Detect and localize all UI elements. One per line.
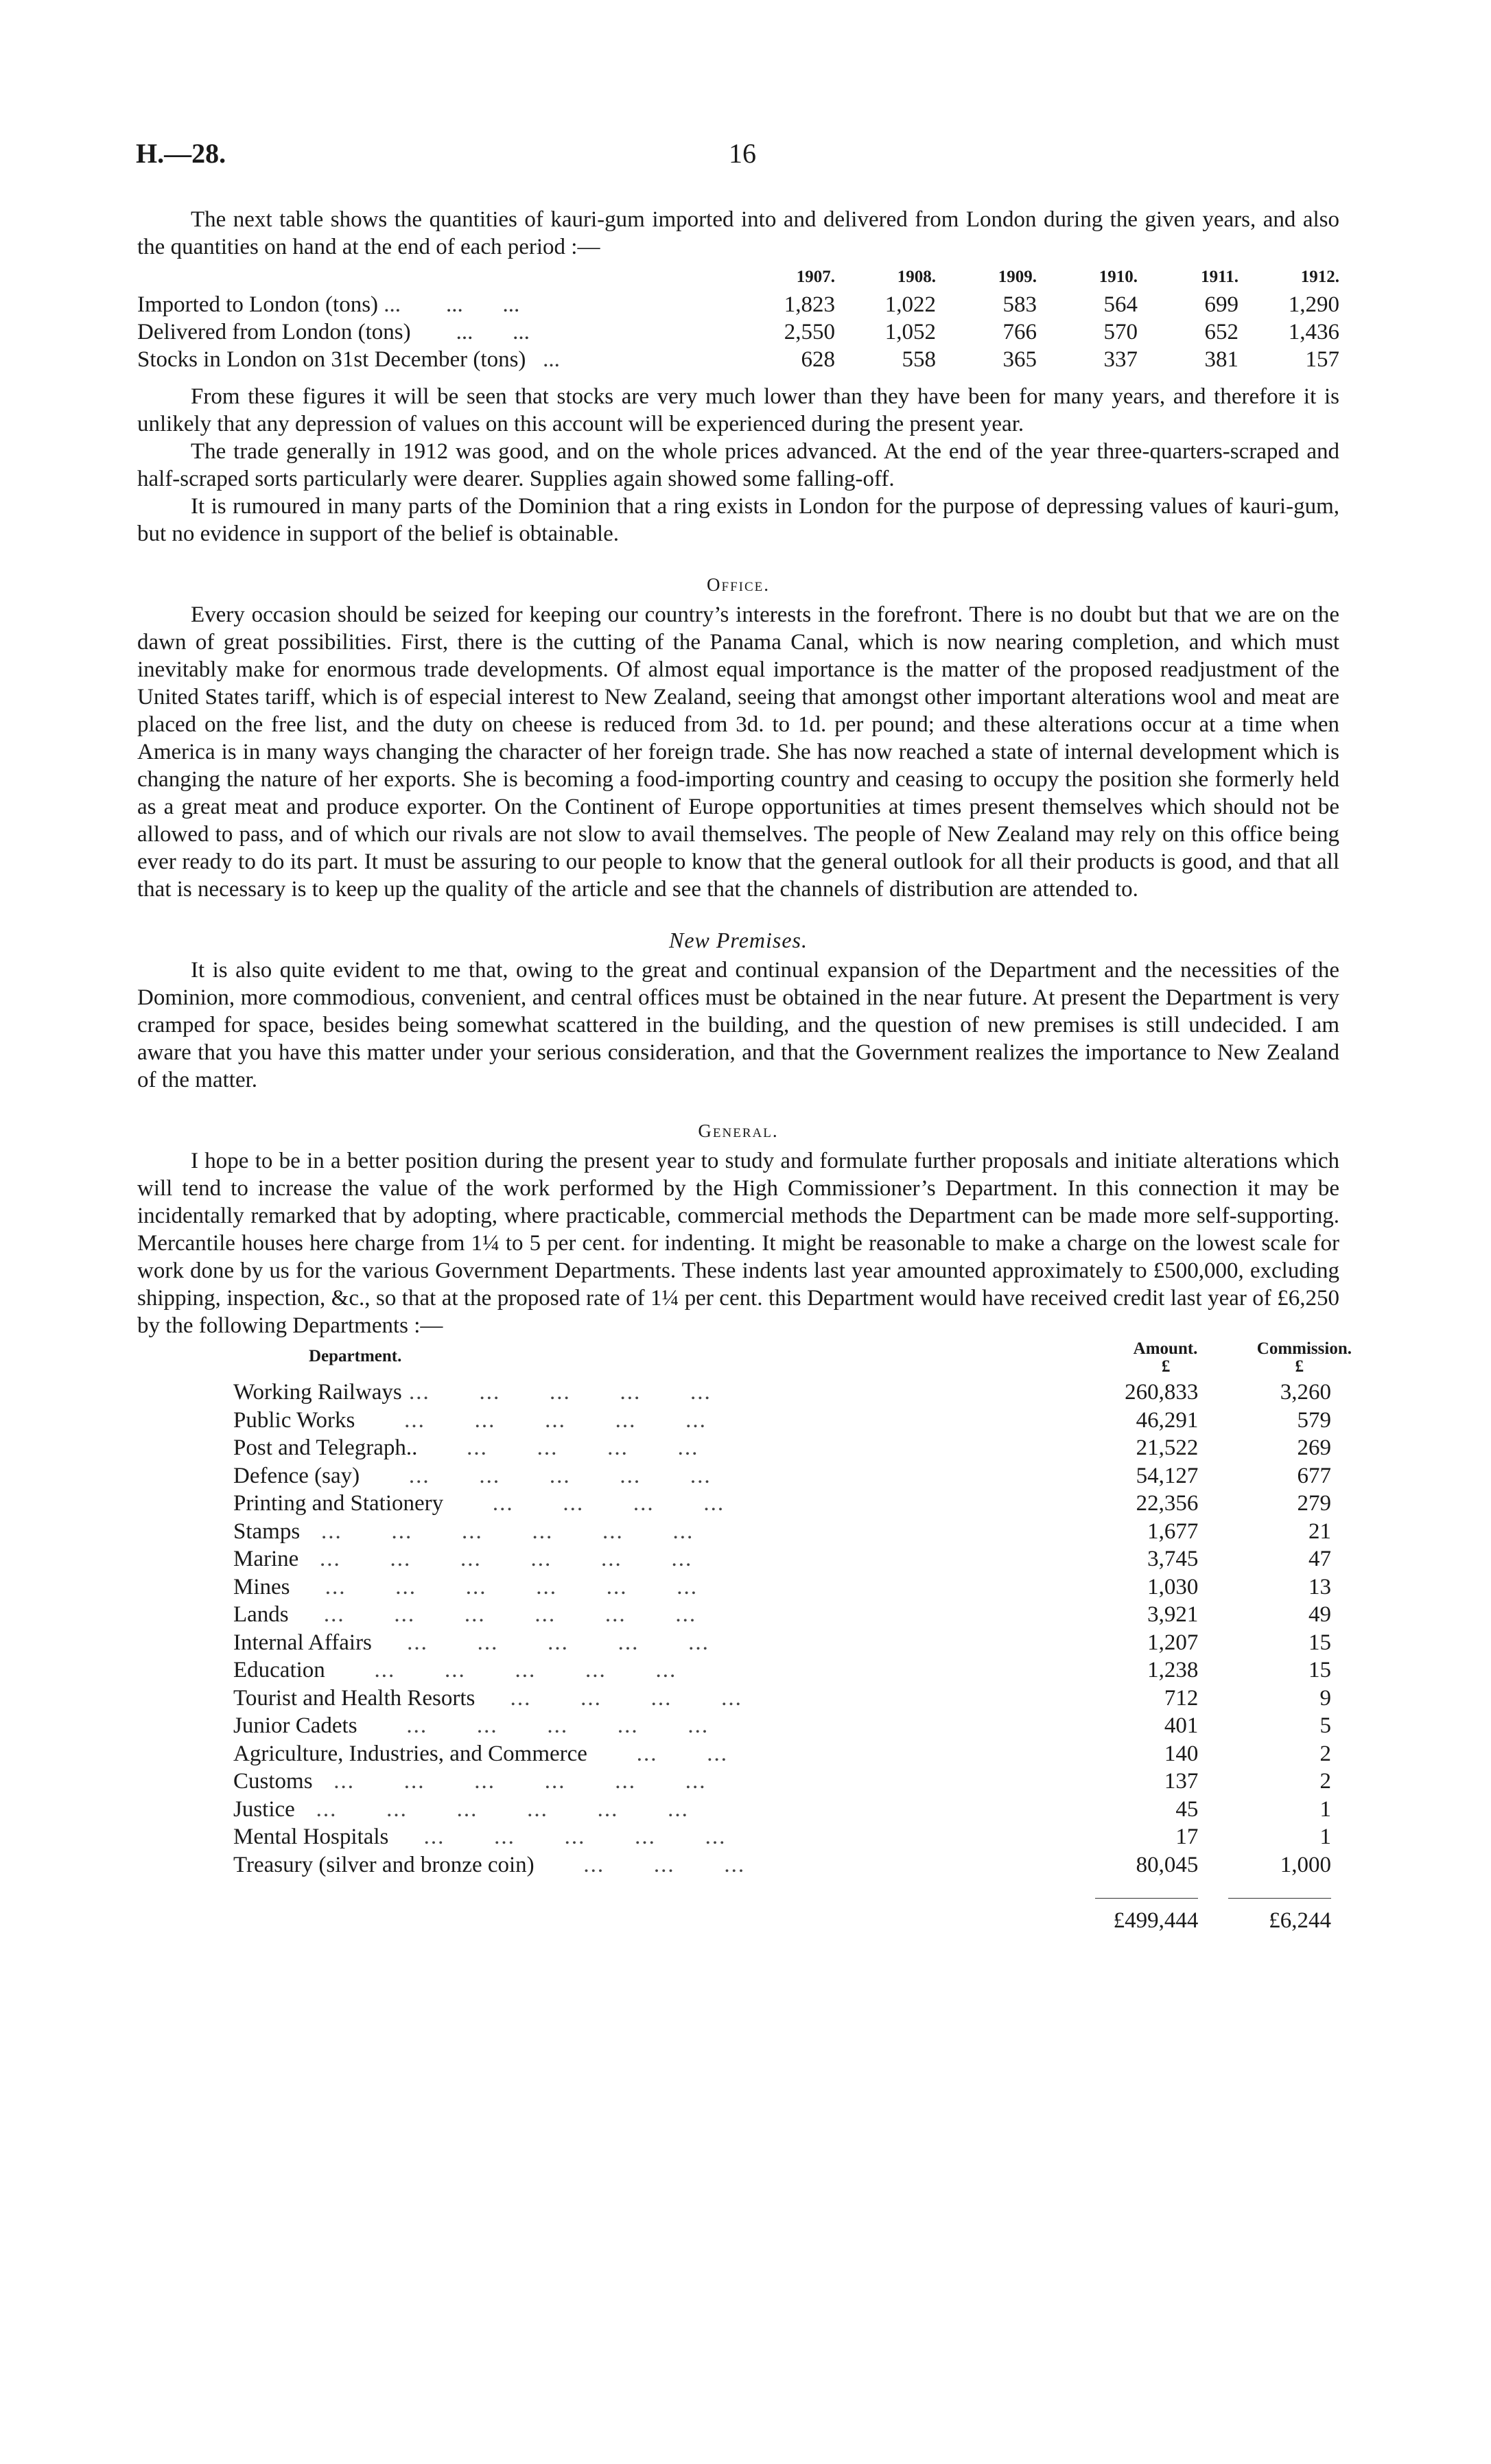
year-header: 1909. (998, 268, 1037, 286)
department-name: Justice (233, 1796, 295, 1822)
table-row (233, 1740, 1359, 1768)
department-name: Public Works (233, 1407, 355, 1433)
amount-currency-symbol: £ (1161, 1357, 1171, 1376)
department-name-cell (233, 1573, 1070, 1601)
department-name: Customs (233, 1769, 313, 1794)
table-cell: 652 (1204, 320, 1238, 344)
amount-cell: 80,045 (1136, 1852, 1199, 1877)
dot-leader: ... (526, 347, 560, 372)
dot-leader: ... ... ... ... ... ... (300, 1518, 694, 1544)
amount-cell: 21,522 (1136, 1435, 1199, 1461)
department-name: Treasury (silver and bronze coin) (233, 1852, 535, 1877)
department-name-cell (233, 1796, 1070, 1824)
commission-cell: 47 (1308, 1547, 1331, 1572)
year-header: 1907. (796, 268, 835, 286)
dot-leader: ... ... ... ... (443, 1491, 725, 1516)
department-name-cell (233, 1768, 1070, 1796)
table-cell: 1,022 (884, 292, 936, 317)
department-column-header: Department. (309, 1347, 402, 1365)
amount-cell: 137 (1164, 1769, 1199, 1794)
department-name-cell (233, 1434, 1070, 1462)
department-name: Agriculture, Industries, and Commerce (233, 1741, 587, 1766)
dot-leader: ... ... ... ... ... (357, 1713, 709, 1739)
amount-cell: 401 (1164, 1713, 1199, 1739)
report-reference: H.—28. (136, 138, 226, 169)
commission-cell: 269 (1297, 1435, 1331, 1461)
department-name: Junior Cadets (233, 1713, 357, 1739)
table-cell: 699 (1204, 292, 1238, 317)
department-name: Lands (233, 1602, 289, 1628)
commission-cell: 49 (1308, 1602, 1331, 1628)
table-row (233, 1823, 1359, 1851)
dot-leader: ... ... ... (378, 292, 520, 317)
commission-cell: 579 (1297, 1407, 1331, 1433)
commission-cell: 1 (1319, 1796, 1331, 1822)
table-cell: 564 (1103, 292, 1138, 317)
table-cell: 157 (1305, 347, 1339, 372)
department-name: Mines (233, 1574, 290, 1599)
dot-leader: ... ... ... ... ... (371, 1630, 709, 1655)
amount-header-label: Amount. (1133, 1339, 1198, 1358)
amount-cell: 1,677 (1147, 1518, 1199, 1544)
amount-cell: 22,356 (1136, 1491, 1199, 1516)
dot-leader: ... ... ... ... ... (401, 1380, 712, 1405)
amount-cell: 260,833 (1125, 1380, 1199, 1405)
new-premises-heading: New Premises. (668, 928, 808, 952)
dot-leader: ... ... ... ... ... ... (298, 1547, 693, 1572)
commission-cell: 9 (1319, 1685, 1331, 1711)
departments-table-body (233, 1378, 1359, 1879)
table-row (233, 1490, 1359, 1518)
table-row (233, 1434, 1359, 1462)
kauri-row-delivered (137, 318, 1339, 346)
amount-cell: 1,207 (1147, 1630, 1199, 1655)
page-number: 16 (729, 138, 756, 169)
kauri-label-header (137, 263, 734, 291)
department-name-cell (233, 1407, 1070, 1435)
department-name: Education (233, 1658, 325, 1683)
commission-cell: 5 (1319, 1713, 1331, 1739)
table-cell: 1,052 (884, 320, 936, 344)
rule-spacer (233, 1879, 1070, 1907)
kauri-row-stocks (137, 346, 1339, 373)
commission-column-header (1198, 1339, 1359, 1378)
table-cell: 337 (1103, 347, 1138, 372)
department-name: Mental Hospitals (233, 1824, 389, 1850)
kauri-row-imported (137, 291, 1339, 318)
department-name-cell (233, 1656, 1070, 1685)
table-row (233, 1629, 1359, 1657)
dot-leader: ... ... ... (534, 1852, 746, 1877)
totals-row (233, 1907, 1359, 1935)
commission-cell: 1 (1319, 1824, 1331, 1850)
table-cell: 1,290 (1288, 292, 1339, 317)
table-row (233, 1768, 1359, 1796)
dot-leader: ... ... (410, 320, 530, 344)
office-paragraph: Every occasion should be seized for keeping our country’s interests in the forefront. There is no doubt but that we are on the dawn of great possibilities. First, there is the cutting of the Panama Canal, which is now nearing completion, and which must inevitably make for enormous trade developments. Of almost equal importance is the matter of the proposed readjustment of the United States tariff, which is of especial interest to New Zealand, seeing that amongst other important alterations wool and meat are placed on the free list, and the duty on cheese is reduced from 3d. to 1d. per pound; and these alterations occur at a time when America is in many ways changing the character of her foreign trade. She has now reached a state of internal development which is changing the nature of her exports. She is becoming a food-importing country and ceasing to occupy the position she formerly held as a great meat and produce exporter. On the Continent of Europe opportunities at times present themselves which should not be allowed to pass, and of which our rivals are not slow to avail themselves. The people of New Zealand may rely on this office being ever ready to do its part. It must be assuring to our people to know that the general outlook for all their products is good, and that all that is necessary is to keep up the quality of the article and see that the channels of distribution are attended to. (137, 602, 1339, 902)
dot-leader: ... ... ... ... ... (388, 1824, 727, 1850)
department-name-cell (233, 1629, 1070, 1657)
amount-cell: 54,127 (1136, 1463, 1199, 1488)
commission-header-label: Commission. (1256, 1339, 1352, 1358)
table-cell: 766 (1002, 320, 1037, 344)
commission-rule-cell (1198, 1879, 1359, 1907)
department-name: Post and Telegraph.. (233, 1435, 418, 1461)
general-heading: General. (698, 1120, 779, 1141)
commission-cell: 15 (1308, 1658, 1331, 1683)
table-cell: 1,823 (784, 292, 835, 317)
department-name: Marine (233, 1547, 299, 1572)
department-name: Defence (say) (233, 1463, 360, 1488)
commission-cell: 15 (1308, 1630, 1331, 1655)
commission-cell: 13 (1308, 1574, 1331, 1599)
kauri-trade-paragraph: The trade generally in 1912 was good, and on the whole prices advanced. At the end of the year three-quarters-scraped and half-scraped sorts particularly were dearer. Supplies again showed some falling-off. (137, 439, 1339, 491)
amount-total-rule (1095, 1898, 1198, 1899)
year-header: 1912. (1300, 268, 1339, 286)
general-paragraph: I hope to be in a better position during the present year to study and formulate further proposals and initiate alterations which will tend to increase the value of the work performed by the High Commissioner’s Department. In this connection it may be incidentally remarked that by adopting, where practicable, commercial methods the Department can be made more self-supporting. Mercantile houses here charge from 1¼ to 5 per cent. for indenting. It might be reasonable to make a charge on the lowest scale for work done by us for the various Government Departments. These indents last year amounted approximately to £500,000, excluding shipping, inspection, &c., so that at the proposed rate of 1¼ per cent. this Department would have received credit last year of £6,250 by the following Departments :— (137, 1149, 1339, 1338)
table-cell: 381 (1204, 347, 1238, 372)
row-label-text: Delivered from London (tons) (137, 320, 411, 344)
department-name-cell (233, 1490, 1070, 1518)
table-cell: 583 (1002, 292, 1037, 317)
department-name-cell (233, 1462, 1070, 1490)
department-name-cell (233, 1740, 1070, 1768)
table-row (233, 1407, 1359, 1435)
table-row (233, 1656, 1359, 1685)
dot-leader: ... ... ... ... ... ... (294, 1796, 689, 1822)
kauri-row-label (137, 346, 734, 373)
department-name: Stamps (233, 1518, 301, 1544)
amount-column-header (1070, 1339, 1199, 1378)
kauri-ring-paragraph: It is rumoured in many parts of the Dominion that a ring exists in London for the purpose of depressing values of kauri-gum, but no evidence in support of the belief is obtainable. (137, 494, 1339, 546)
row-label-text: Stocks in London on 31st December (tons) (137, 347, 526, 372)
table-row (233, 1712, 1359, 1740)
commission-cell: 3,260 (1280, 1380, 1331, 1405)
page-body (137, 206, 1352, 1934)
table-cell: 1,436 (1288, 320, 1339, 344)
table-row (233, 1378, 1359, 1407)
year-header: 1908. (897, 268, 936, 286)
department-name: Working Railways (233, 1380, 402, 1405)
total-amount: £499,444 (1113, 1908, 1199, 1933)
amount-cell: 46,291 (1136, 1407, 1199, 1433)
dot-leader: ... ... ... ... ... ... (288, 1602, 697, 1628)
commission-cell: 1,000 (1280, 1852, 1331, 1877)
amount-cell: 3,921 (1147, 1602, 1199, 1628)
table-cell: 2,550 (784, 320, 835, 344)
department-name-cell (233, 1378, 1070, 1407)
amount-rule-cell (1070, 1879, 1199, 1907)
table-cell: 365 (1002, 347, 1037, 372)
kauri-row-label (137, 318, 734, 346)
dot-leader: ... ... ... ... ... ... (312, 1769, 707, 1794)
table-row (233, 1573, 1359, 1601)
dot-leader: ... ... ... ... (417, 1435, 699, 1461)
amount-cell: 3,745 (1147, 1547, 1199, 1572)
table-cell: 558 (902, 347, 936, 372)
row-label-text: Imported to London (tons) (137, 292, 379, 317)
kauri-row-label (137, 291, 734, 318)
total-commission: £6,244 (1269, 1908, 1331, 1933)
department-name-cell (233, 1518, 1070, 1546)
kauri-gum-table (137, 263, 1339, 373)
kauri-intro-paragraph: The next table shows the quantities of kauri-gum imported into and delivered from London during the given years, and also the quantities on hand at the end of each period :— (137, 207, 1339, 259)
amount-cell: 17 (1175, 1824, 1199, 1850)
amount-cell: 1,238 (1147, 1658, 1199, 1683)
dot-leader: ... ... ... ... ... (355, 1407, 707, 1433)
commission-cell: 677 (1297, 1463, 1331, 1488)
department-name-cell (233, 1712, 1070, 1740)
table-row (233, 1545, 1359, 1573)
table-row (233, 1796, 1359, 1824)
table-row (233, 1601, 1359, 1629)
dot-leader: ... ... ... ... (475, 1685, 742, 1711)
departments-table (233, 1339, 1359, 1934)
commission-cell: 2 (1319, 1769, 1331, 1794)
department-name-cell (233, 1545, 1070, 1573)
total-rule-row (233, 1879, 1359, 1907)
department-name: Internal Affairs (233, 1630, 372, 1655)
table-row (233, 1851, 1359, 1879)
table-row (233, 1518, 1359, 1546)
new-premises-paragraph: It is also quite evident to me that, owing to the great and continual expansion of the Department and the necessities of the Dominion, more commodious, convenient, and central offices must be obtained in the near future. At present the Department is very cramped for space, besides being somewhat scattered in the building, and the question of new premises is still undecided. I am aware that you have this matter under your serious consideration, and that the Government realizes the importance to New Zealand of the matter. (137, 958, 1339, 1092)
dot-leader: ... ... ... ... ... ... (290, 1574, 698, 1599)
kauri-stocks-paragraph: From these figures it will be seen that stocks are very much lower than they have been for many years, and therefore it is unlikely that any depression of values on this account will be experienced during the present year. (137, 384, 1339, 436)
amount-cell: 45 (1175, 1796, 1199, 1822)
dot-leader: ... ... ... ... ... (325, 1658, 677, 1683)
department-name-cell (233, 1851, 1070, 1879)
amount-cell: 140 (1164, 1741, 1199, 1766)
kauri-year-header-row (137, 263, 1339, 291)
department-name: Tourist and Health Resorts (233, 1685, 476, 1711)
dot-leader: ... ... (587, 1741, 728, 1766)
amount-cell: 1,030 (1147, 1574, 1199, 1599)
year-header: 1910. (1099, 268, 1138, 286)
commission-total-rule (1228, 1898, 1331, 1899)
year-header: 1911. (1201, 268, 1238, 286)
table-cell: 570 (1103, 320, 1138, 344)
commission-cell: 2 (1319, 1741, 1331, 1766)
table-row (233, 1462, 1359, 1490)
departments-header-row (233, 1339, 1359, 1378)
table-cell: 628 (801, 347, 835, 372)
department-name: Printing and Stationery (233, 1491, 444, 1516)
commission-cell: 279 (1297, 1491, 1331, 1516)
department-name-cell (233, 1685, 1070, 1713)
commission-cell: 21 (1308, 1518, 1331, 1544)
dot-leader: ... ... ... ... ... (360, 1463, 712, 1488)
department-name-cell (233, 1823, 1070, 1851)
commission-currency-symbol: £ (1295, 1357, 1304, 1376)
department-name-cell (233, 1601, 1070, 1629)
table-row (233, 1685, 1359, 1713)
totals-spacer (233, 1907, 1070, 1935)
office-heading: Office. (707, 574, 770, 595)
amount-cell: 712 (1164, 1685, 1199, 1711)
